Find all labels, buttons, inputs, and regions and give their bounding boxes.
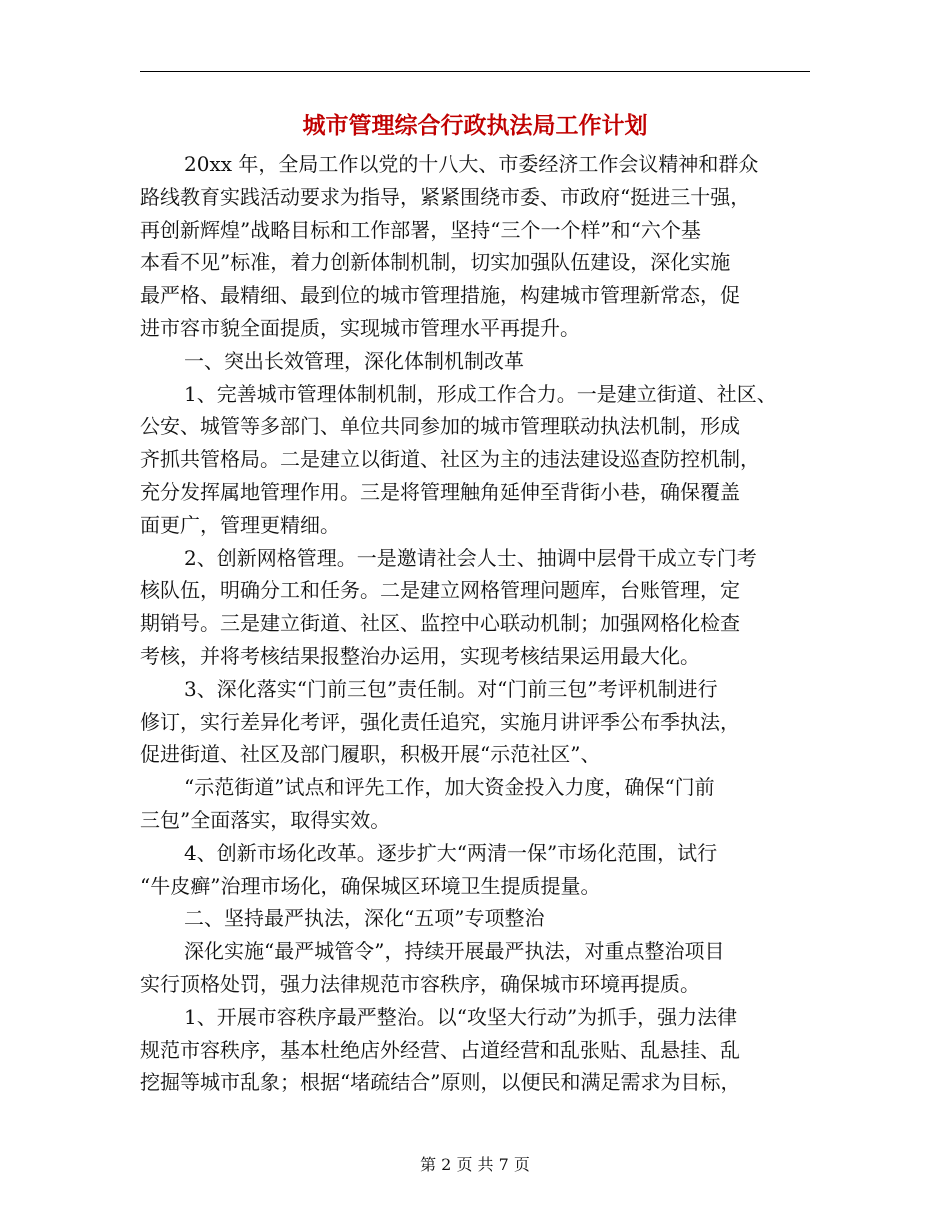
text-line: 本看不见”标准，着力创新体制机制，切实加强队伍建设，深化实施 (140, 250, 731, 275)
text-line: 最严格、最精细、最到位的城市管理措施，构建城市管理新常态，促 (140, 283, 740, 308)
text-line: 2、创新网格管理。一是邀请社会人士、抽调中层骨干成立专门考 (184, 545, 757, 570)
text-line: 1、开展市容秩序最严整治。以“攻坚大行动”为抓手，强力法律 (184, 1004, 738, 1029)
document-title: 城市管理综合行政执法局工作计划 (302, 112, 648, 139)
text-line: 深化实施“最严城管令”，持续开展最严执法，对重点整治项目 (184, 939, 725, 964)
text-line: 面更广，管理更精细。 (140, 512, 340, 537)
text-line: 挖掘等城市乱象；根据“堵疏结合”原则，以便民和满足需求为目标， (140, 1070, 741, 1095)
text-line: 4、创新市场化改革。逐步扩大“两清一保”市场化范围，试行 (184, 840, 718, 865)
text-line: 二、坚持最严执法，深化“五项”专项整治 (184, 906, 545, 931)
text-line: 1、完善城市管理体制机制，形成工作合力。一是建立街道、社区、 (184, 381, 777, 406)
text-line: 核队伍，明确分工和任务。二是建立网格管理问题库，台账管理，定 (140, 578, 740, 603)
page-number-footer: 第 2 页 共 7 页 (420, 1155, 530, 1174)
text-line: 修订，实行差异化考评，强化责任追究，实施月讲评季公布季执法， (140, 709, 740, 734)
text-line: 3、深化落实“门前三包”责任制。对“门前三包”考评机制进行 (184, 676, 718, 701)
text-line: 20xx 年，全局工作以党的十八大、市委经济工作会议精神和群众 (184, 152, 759, 176)
text-line: 规范市容秩序，基本杜绝店外经营、占道经营和乱张贴、乱悬挂、乱 (140, 1037, 740, 1062)
text-line: 齐抓共管格局。二是建立以街道、社区为主的违法建设巡查防控机制， (140, 447, 760, 472)
text-line: 再创新辉煌”战略目标和工作部署，坚持“三个一个样”和“六个基 (140, 217, 701, 242)
text-line: 期销号。三是建立街道、社区、监控中心联动机制；加强网格化检查 (140, 611, 740, 636)
text-line: 三包”全面落实，取得实效。 (140, 808, 391, 832)
text-line: “牛皮癣”治理市场化，确保城区环境卫生提质提量。 (140, 873, 601, 898)
text-line: 实行顶格处罚，强力法律规范市容秩序，确保城市环境再提质。 (140, 972, 700, 996)
header-rule (140, 71, 810, 72)
text-line: 考核，并将考核结果报整治办运用，实现考核结果运用最大化。 (140, 644, 700, 668)
text-line: 公安、城管等多部门、单位共同参加的城市管理联动执法机制，形成 (140, 414, 740, 439)
text-line: 充分发挥属地管理作用。三是将管理触角延伸至背街小巷，确保覆盖 (140, 480, 740, 504)
text-line: “示范街道”试点和评先工作，加大资金投入力度，确保“门前 (184, 775, 715, 800)
text-line: 促进街道、社区及部门履职，积极开展“示范社区”、 (140, 742, 601, 767)
text-line: 路线教育实践活动要求为指导，紧紧围绕市委、市政府“挺进三十强， (140, 184, 751, 209)
text-line: 进市容市貌全面提质，实现城市管理水平再提升。 (140, 316, 580, 340)
text-line: 一、突出长效管理，深化体制机制改革 (184, 348, 524, 373)
